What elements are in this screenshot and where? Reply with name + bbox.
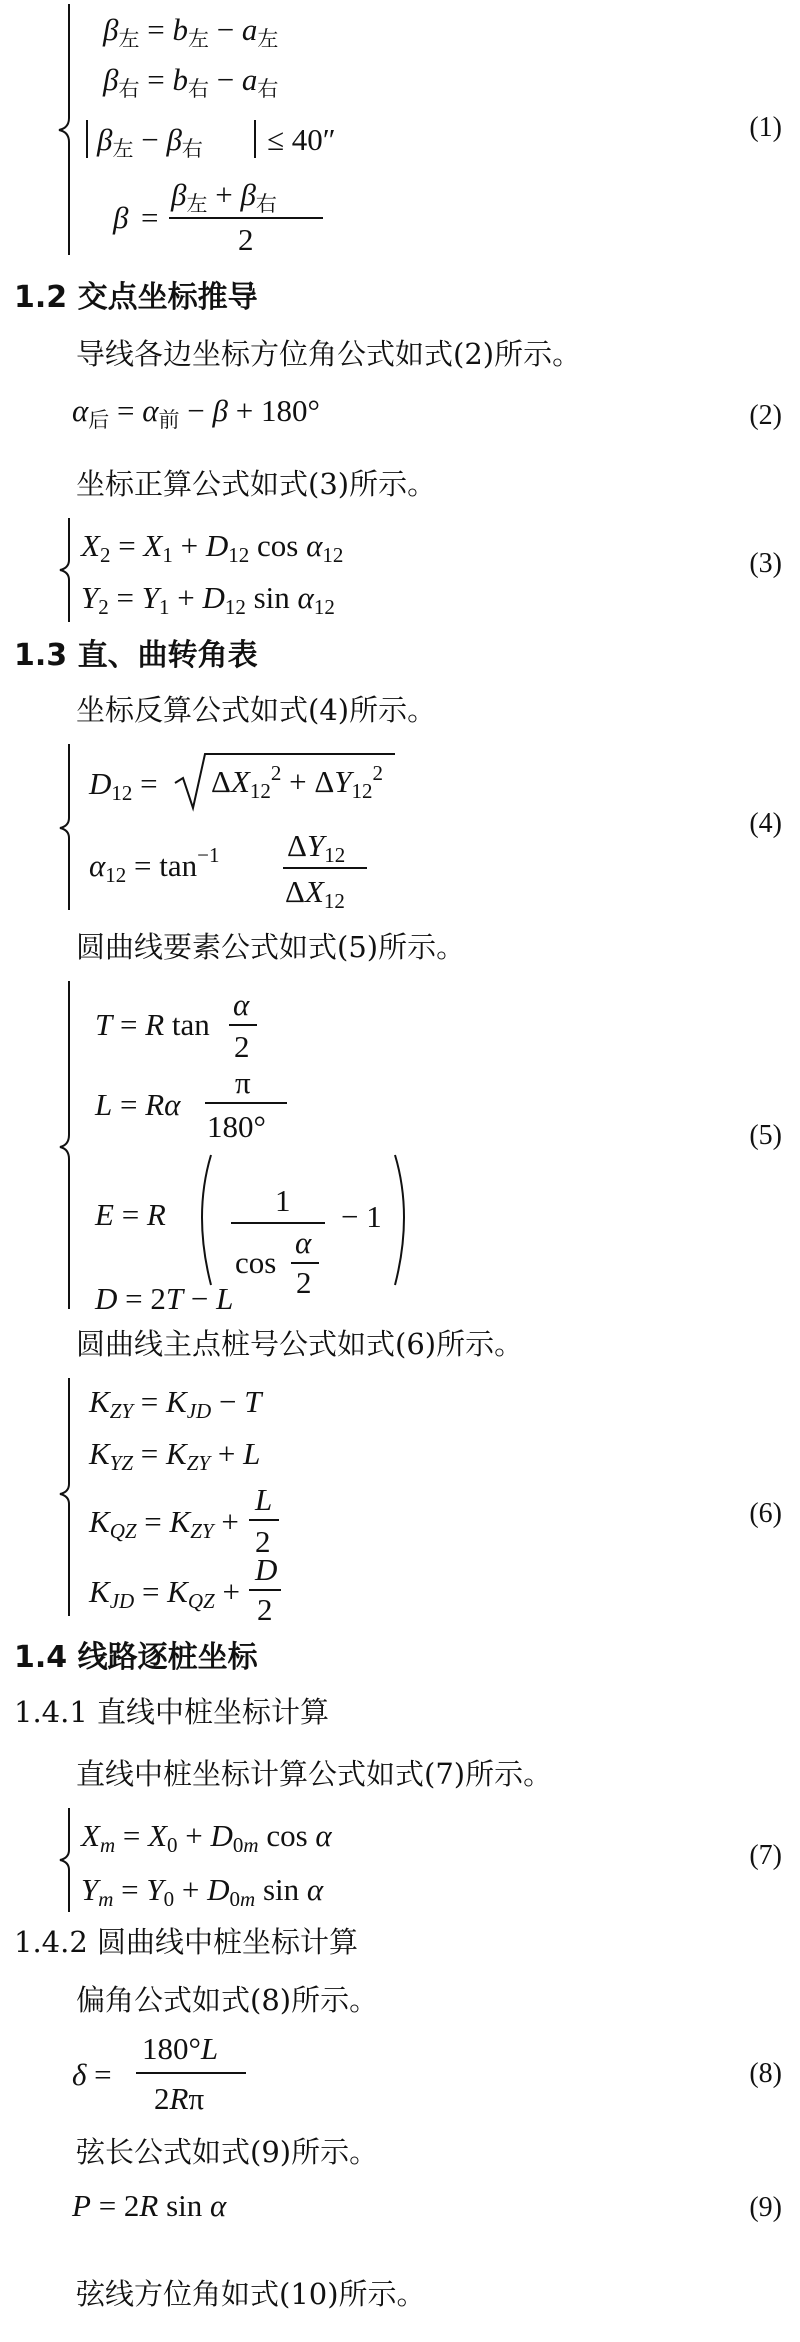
- brace-1: [59, 4, 69, 255]
- svg-text:2: 2: [255, 1524, 271, 1559]
- svg-text:δ =: δ =: [72, 2057, 112, 2092]
- brace-6: [60, 1378, 69, 1616]
- section-heading: 1.3 直、曲转角表: [14, 638, 258, 673]
- equation-6: [55, 1372, 515, 1627]
- svg-text:β左 − β右: β左 − β右: [97, 122, 203, 161]
- paragraph: 导线各边坐标方位角公式如式(2)所示。: [76, 337, 582, 371]
- equation-number: (6): [749, 1498, 782, 1529]
- equation-8: [72, 2025, 372, 2125]
- equation-7: [55, 1802, 515, 1922]
- brace-3: [60, 518, 69, 622]
- svg-text:X2 = X1 + D12 cos α12: X2 = X1 + D12 cos α12: [81, 528, 344, 567]
- subsection-heading: 1.4.2 圆曲线中桩坐标计算: [14, 1925, 359, 1959]
- svg-text:KJD = KQZ +: KJD = KQZ +: [89, 1574, 240, 1613]
- section-heading: 1.4 线路逐桩坐标: [14, 1640, 258, 1675]
- equation-number: (5): [749, 1120, 782, 1151]
- svg-text:2: 2: [234, 1029, 250, 1064]
- section-heading: 1.2 交点坐标推导: [14, 280, 258, 315]
- paragraph: 坐标正算公式如式(3)所示。: [76, 467, 437, 501]
- svg-text:α12 = tan−1: $\alpha 12 = \tan^{-1}$: [89, 843, 220, 887]
- svg-text:α: α: [295, 1225, 312, 1260]
- equation-number: (4): [749, 808, 782, 839]
- paragraph: 圆曲线主点桩号公式如式(6)所示。: [76, 1327, 524, 1361]
- equation-2: [72, 385, 492, 435]
- equation-number: (8): [749, 2058, 782, 2089]
- brace-7: [60, 1808, 69, 1912]
- equation-1: [55, 0, 555, 260]
- equation-4: [55, 738, 515, 918]
- equation-number: (9): [749, 2192, 782, 2223]
- paragraph: 直线中桩坐标计算公式如式(7)所示。: [76, 1757, 553, 1791]
- svg-text:α后 = α前 − β + 180°: α后 = α前 − β + 180°: [72, 393, 320, 432]
- svg-text:180°: 180°: [207, 1109, 266, 1144]
- equation-number: (2): [749, 400, 782, 431]
- svg-text:2: 2: [296, 1265, 312, 1300]
- paragraph: 坐标反算公式如式(4)所示。: [76, 693, 437, 727]
- svg-text:β: β: [113, 200, 129, 235]
- equation-number: (3): [749, 548, 782, 579]
- paragraph: 偏角公式如式(8)所示。: [76, 1983, 379, 2017]
- svg-text:π: π: [235, 1065, 251, 1100]
- svg-text:≤ 40″: ≤ 40″: [267, 122, 336, 157]
- svg-text:D = 2T − L: D = 2T − L: [95, 1281, 234, 1316]
- equation-3: [55, 512, 515, 632]
- svg-text:KYZ = KZY + L: KYZ = KZY + L: [89, 1436, 261, 1475]
- svg-text:Xm = X0 + D0m cos α: Xm = X0 + D0m cos α: [81, 1818, 332, 1857]
- svg-text:P = 2R sin α: P = 2R sin α: [72, 2188, 227, 2223]
- svg-text:E = R: E = R: [95, 1197, 166, 1232]
- svg-text:KZY = KJD − T: KZY = KJD − T: [89, 1384, 262, 1423]
- paragraph: 弦线方位角如式(10)所示。: [76, 2277, 426, 2311]
- svg-text:L = Rα: L = Rα: [95, 1087, 181, 1122]
- paragraph: 弦长公式如式(9)所示。: [76, 2135, 379, 2169]
- svg-text:KQZ = KZY +: KQZ = KZY +: [89, 1504, 239, 1543]
- svg-text:ΔX122 + ΔY122: $\Delta X12^2 + \Delta Y12^2$: [211, 761, 384, 803]
- paragraph: 圆曲线要素公式如式(5)所示。: [76, 930, 466, 964]
- svg-text:180°L: 180°L: [142, 2031, 219, 2066]
- subsection-heading: 1.4.1 直线中桩坐标计算: [14, 1695, 330, 1729]
- svg-text:β右 = b右 − a右: β右 = b右 − a右: [103, 62, 279, 101]
- svg-text:L: L: [255, 1482, 273, 1517]
- brace-4: [60, 744, 69, 910]
- svg-text:D: D: [255, 1552, 278, 1587]
- svg-text:− 1: − 1: [341, 1199, 382, 1234]
- svg-text:ΔY12: ΔY12: [287, 828, 346, 867]
- svg-text:α: α: [233, 987, 250, 1022]
- equation-9: [72, 2180, 372, 2230]
- svg-text:β左 = b左 − a左: β左 = b左 − a左: [103, 12, 279, 51]
- svg-text:Ym = Y0 + D0m sin α: Ym = Y0 + D0m sin α: [81, 1872, 324, 1911]
- brace-5: [60, 981, 69, 1309]
- svg-text:2: 2: [238, 222, 254, 257]
- svg-text:=: =: [141, 200, 159, 235]
- svg-text:1: 1: [275, 1183, 291, 1218]
- equation-number: (1): [749, 112, 782, 143]
- equation-5: [55, 975, 535, 1315]
- svg-text:D12 =: D12 =: [89, 766, 158, 805]
- svg-text:2: 2: [257, 1592, 273, 1627]
- svg-text:cos: cos: [235, 1245, 277, 1280]
- svg-text:Y2 = Y1 + D12 sin α12: Y2 = Y1 + D12 sin α12: [81, 580, 335, 619]
- svg-text:2Rπ: 2Rπ: [154, 2081, 205, 2116]
- svg-text:T = R tan: T = R tan: [95, 1007, 210, 1042]
- equation-number: (7): [749, 1840, 782, 1871]
- svg-text:ΔX12: ΔX12: [285, 874, 345, 913]
- svg-text:β左 + β右: β左 + β右: [171, 177, 277, 216]
